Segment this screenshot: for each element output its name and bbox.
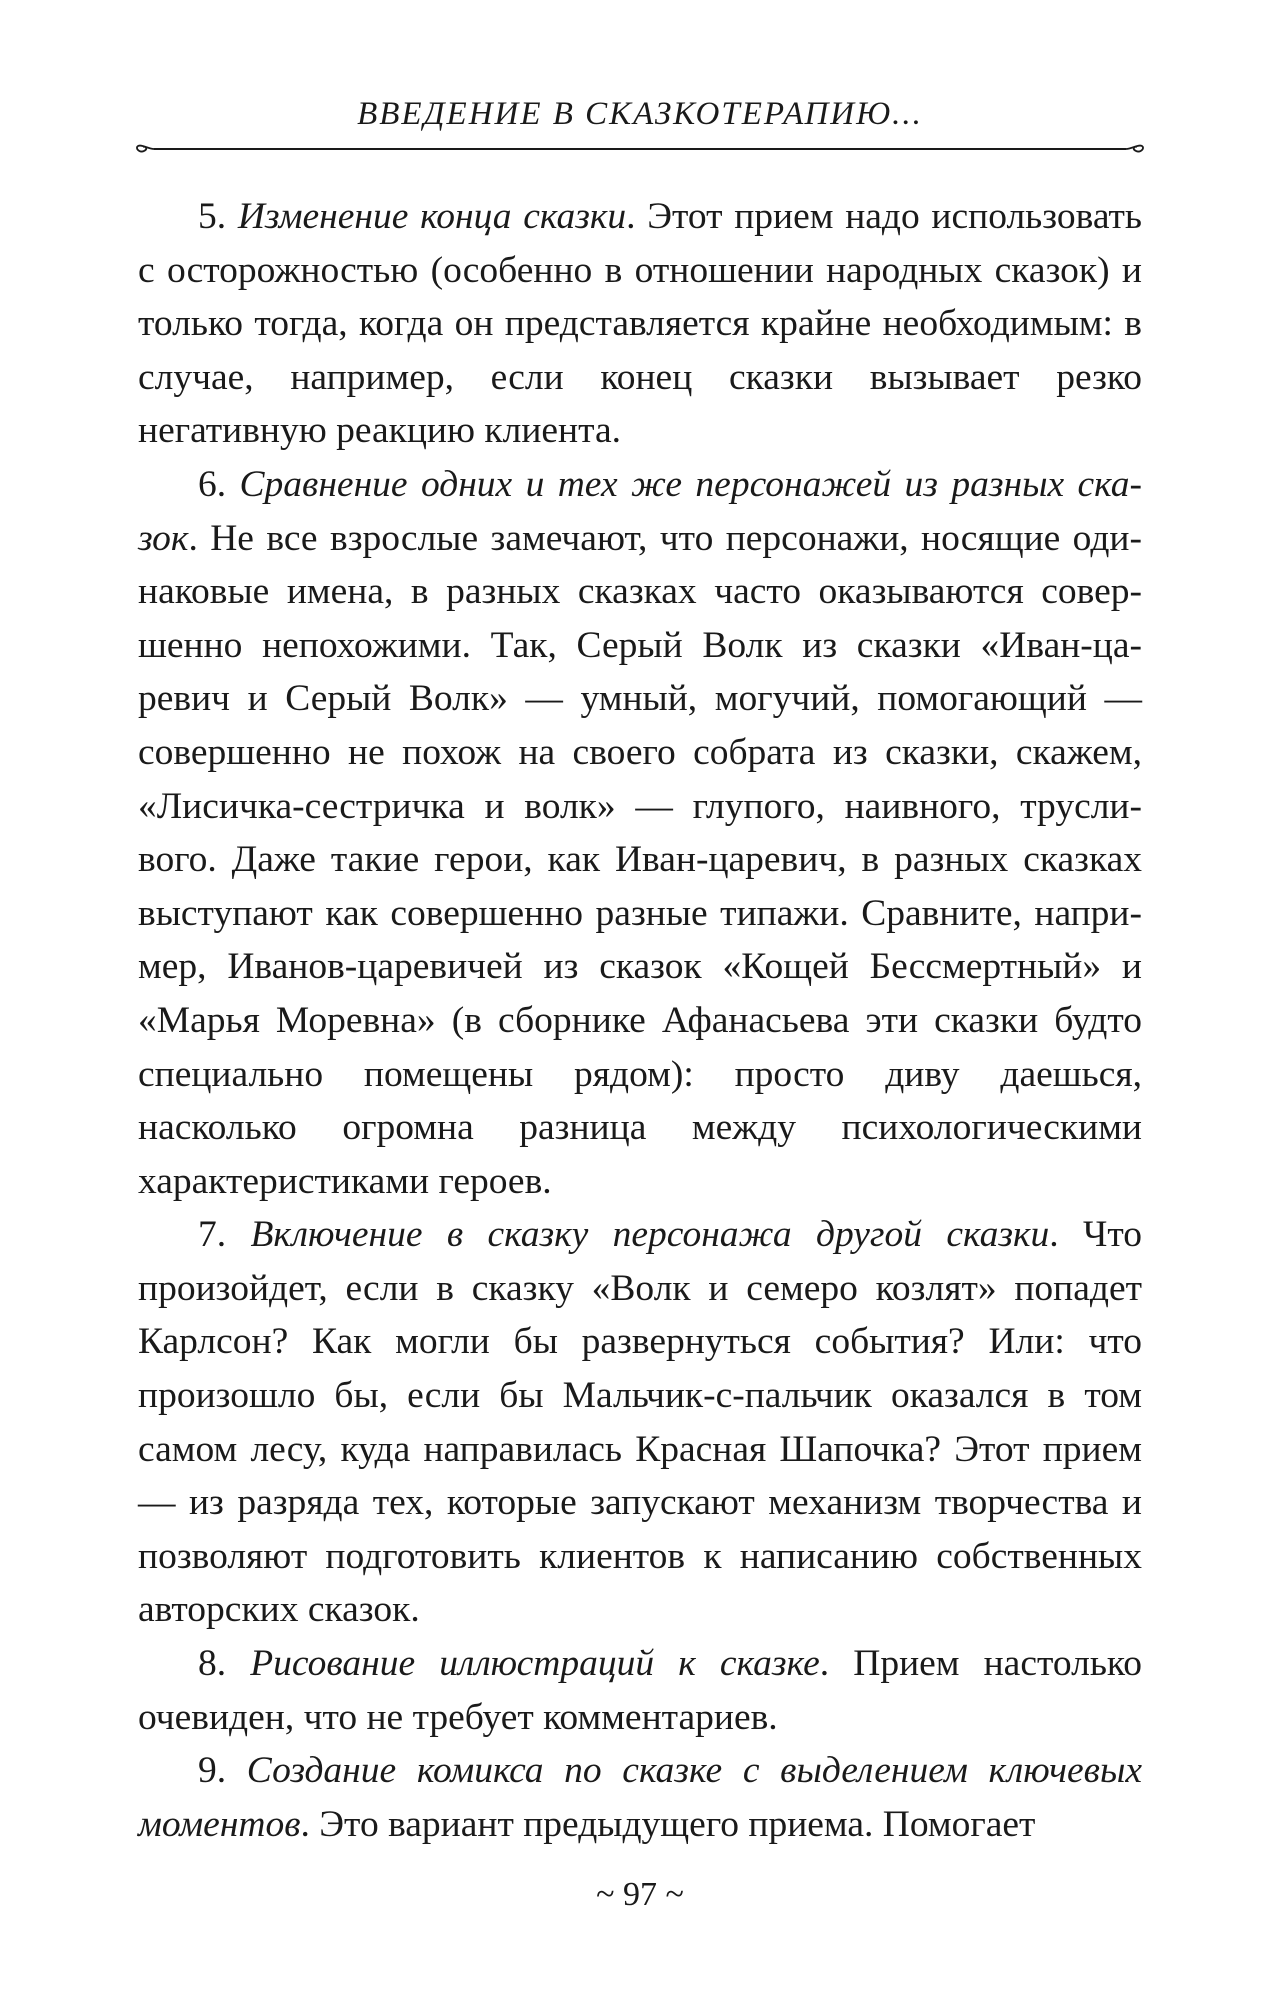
running-head-title: ВВЕДЕНИЕ В СКАЗКОТЕРАПИЮ... [357, 96, 923, 132]
item-title: Включение в сказку персонажа другой сказки [250, 1214, 1050, 1256]
header-ornamental-rule [136, 140, 1144, 156]
item-number: 8. [198, 1643, 227, 1685]
paragraph-5 [138, 190, 1142, 458]
item-number: 5. [198, 196, 227, 237]
item-number: 6. [198, 463, 227, 505]
item-number: 9. [198, 1750, 227, 1792]
item-text: . Не все взрослые замечают, что персонажи, носящие одинаковые имена, в разных сказках часто оказываются совершенно непохожими. Так, Серый Волк из сказки «Иван-царевич и Серый Волк» — умный, могучий, помогающий — совершенно не похож на своего собрата из сказки, скажем, «Лисичка-сестричка и волк» — глупого, наивного, трусливого. Даже такие герои, как Иван-царевич, в разных сказках выступают как совершенно разные типажи. Сравните, например, Иванов-царевичей из сказок «Кощей Бессмертный» и «Марья Моревна» (в сборнике Афанасьева эти сказки будто специально помещены рядом): просто диву даешься, насколько огромна разница между психологическими характеристиками героев. [138, 517, 1142, 1202]
item-number: 7. [198, 1214, 227, 1256]
item-text: . Что произойдет, если в сказку «Волк и семеро козлят» попадет Карлсон? Как могли бы развернуться события? Или: что произошло бы, если бы Мальчик-с-пальчик оказался в том самом лесу, куда направилась Красная Шапочка? Этот прием — из разряда тех, которые запускают механизм творчества и позволяют подготовить клиентов к написанию собственных авторских сказок. [138, 1214, 1143, 1631]
body-text [138, 190, 1142, 1851]
item-title: Рисование иллюстраций к сказке [250, 1643, 820, 1685]
item-text: . Это вариант предыдущего приема. Помогает [300, 1803, 1036, 1845]
item-title: Изменение конца сказки [237, 196, 627, 237]
paragraph-9 [138, 1744, 1142, 1851]
item-text: . Этот прием надо использовать с осторожностью (особенно в отношении народных сказок) и только тогда, когда он представляется крайне необходимым: в случае, например, если конец сказки вызывает резко негативную реакцию клиента. [138, 196, 1143, 452]
item-text: . Прием настолько очевиден, что не требует комментариев. [138, 1643, 1142, 1738]
item-title: Создание комикса по сказке с выделением ключевых моментов [138, 1750, 1143, 1845]
item-title: Сравнение одних и тех же персонажей из разных сказок [138, 463, 1143, 559]
paragraph-6 [138, 458, 1142, 1208]
paragraph-7 [138, 1208, 1142, 1637]
paragraph-8 [138, 1637, 1142, 1744]
page-number: ~ 97 ~ [596, 1876, 684, 1913]
